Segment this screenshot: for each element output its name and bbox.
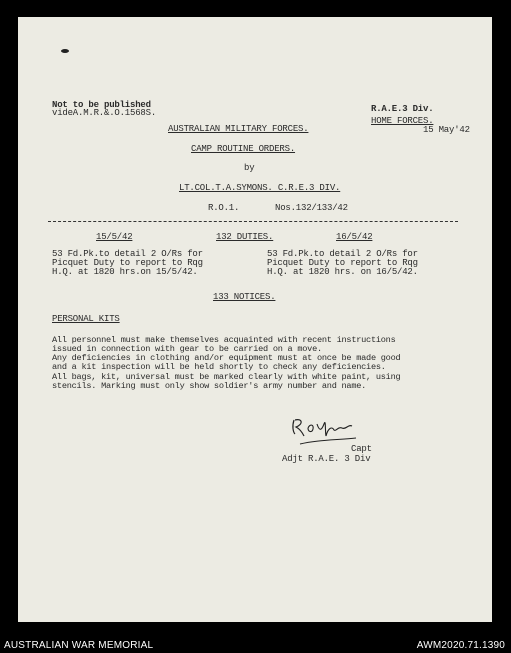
body-line: All personnel must make themselves acquainted with recent instructions: [52, 335, 396, 345]
order-numbers: Nos.132/133/42: [275, 203, 348, 213]
body-line: Any deficiencies in clothing and/or equipment must at once be made good: [52, 353, 401, 363]
by-label: by: [244, 163, 255, 173]
document-title: CAMP ROUTINE ORDERS.: [191, 144, 296, 154]
routine-order-number: R.O.1.: [208, 203, 240, 213]
body-line: stencils. Marking must only show soldier's army number and name.: [52, 381, 367, 391]
divider-line: [48, 221, 458, 222]
duty-right-line: H.Q. at 1820 hrs. on 16/5/42.: [267, 267, 418, 277]
personal-kits-heading: PERSONAL KITS: [52, 314, 120, 324]
vide-reference: videA.M.R.&.O.1568S.: [52, 108, 157, 118]
rank-label: Capt: [351, 444, 372, 454]
home-forces-label: HOME FORCES.: [371, 116, 434, 126]
body-line: and a kit inspection will be held shortly to check any deficiencies.: [52, 362, 386, 372]
duty-date-right: 16/5/42: [336, 232, 373, 242]
footer-institution: AUSTRALIAN WAR MEMORIAL: [4, 640, 154, 651]
notices-heading: 133 NOTICES.: [213, 292, 276, 302]
duties-heading: 132 DUTIES.: [216, 232, 274, 242]
not-published-label: Not to be published: [52, 100, 151, 110]
document-date: 15 May'42: [423, 125, 470, 135]
unit-label: R.A.E.3 Div.: [371, 104, 434, 114]
duty-left-line: Picquet Duty to report to Rqg: [52, 258, 203, 268]
body-line: All bags, kit, universal must be marked clearly with white paint, using: [52, 372, 401, 382]
officer-name: LT.COL.T.A.SYMONS. C.R.E.3 DIV.: [179, 183, 341, 193]
duty-right-line: 53 Fd.Pk.to detail 2 O/Rs for: [267, 249, 418, 259]
footer-accession-number: AWM2020.71.1390: [416, 640, 505, 651]
duty-right-line: Picquet Duty to report to Rqg: [267, 258, 418, 268]
adjutant-label: Adjt R.A.E. 3 Div: [282, 454, 371, 464]
duty-left-line: H.Q. at 1820 hrs.on 15/5/42.: [52, 267, 198, 277]
document-page: [18, 17, 492, 622]
org-heading: AUSTRALIAN MILITARY FORCES.: [168, 124, 309, 134]
body-line: issued in connection with gear to be carried on a move.: [52, 344, 322, 354]
duty-left-line: 53 Fd.Pk.to detail 2 O/Rs for: [52, 249, 203, 259]
duty-date-left: 15/5/42: [96, 232, 133, 242]
ink-mark: [61, 49, 69, 53]
